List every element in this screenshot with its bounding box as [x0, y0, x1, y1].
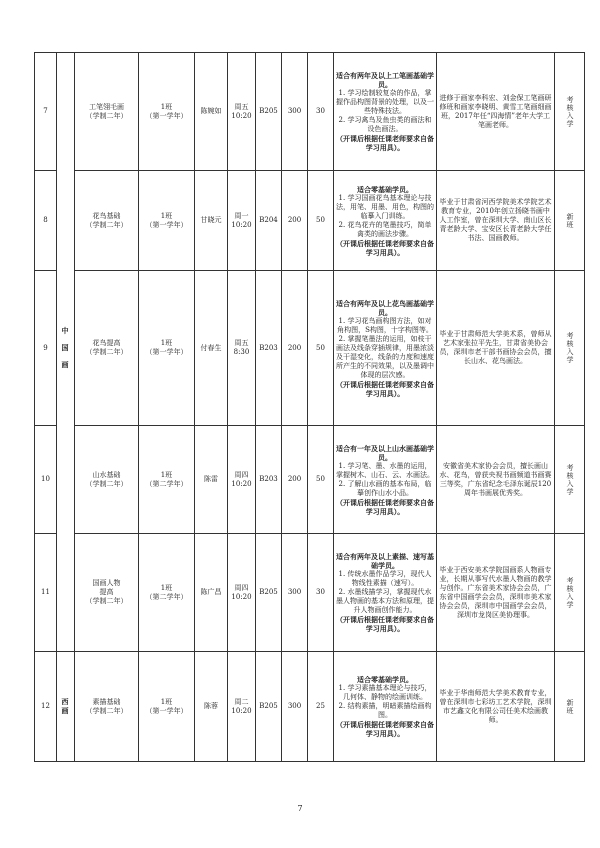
description-item: 2. 花鸟花卉的笔墨技巧，简单禽类的画法步骤。 [338, 220, 432, 238]
course-name [75, 426, 139, 534]
class-year: （第二学年） [145, 592, 188, 601]
course-table [34, 52, 585, 762]
table-row [35, 53, 585, 171]
class-clock: 10:20 [231, 479, 252, 488]
class-clock: 10:20 [231, 592, 252, 601]
supplies-note: （开课后根据任课老师要求自备学习用具）。 [336, 379, 434, 398]
tuition-fee: 300 [282, 652, 308, 762]
class-year: （第二学年） [145, 479, 188, 488]
course-description [334, 534, 437, 652]
requirement: 适合有两年及以上花鸟画基础学员。 [336, 298, 434, 317]
description-item: 2. 了解山水画的基本布局，临摹创作山水小品。 [338, 479, 432, 497]
supplies-note: （开课后根据任课老师要求自备学习用具）。 [336, 238, 434, 257]
enrollment-label: 考核入学 [566, 576, 574, 609]
class-name [139, 534, 195, 652]
course-description [334, 53, 437, 171]
description-item: 1. 学习素描基本理论与技巧，几何体、静物的绘画训练。 [338, 684, 432, 701]
class-clock: 10:20 [231, 706, 252, 715]
enrollment-type [555, 652, 585, 762]
teacher-name: 陈广昌 [195, 534, 228, 652]
tuition-fee: 300 [282, 534, 308, 652]
class-day: 周五 [234, 102, 249, 111]
class-day: 周四 [234, 583, 249, 592]
teacher-bio: 毕业于西安美术学院国画系人物画专业，长期从事写代水墨人物画的教学与创作。广东省美术家协会会员，广东省中国画学会会员，深圳市美术家协会会员，深圳市中国画学会会员，深圳市龙岗区美协理事。 [437, 534, 555, 652]
class-year: （第一学年） [145, 706, 188, 715]
course-title: 花鸟基础 [92, 211, 121, 220]
requirement: 适合有两年及以上素描、速写基础学员。 [336, 552, 434, 570]
class-label: 1班 [160, 339, 173, 347]
quota: 50 [308, 426, 334, 534]
table-row [35, 652, 585, 762]
tuition-fee: 200 [282, 426, 308, 534]
enrollment-type [555, 534, 585, 652]
quota: 50 [308, 171, 334, 271]
class-year: （第一学年） [145, 111, 188, 120]
class-day: 周二 [234, 697, 249, 706]
requirement: 适合零基础学员。 [357, 675, 413, 684]
supplies-note: （开课后根据任课老师要求自备学习用具）。 [336, 134, 434, 152]
class-time [228, 426, 256, 534]
class-label: 1班 [160, 102, 173, 111]
tuition-fee: 200 [282, 171, 308, 271]
enrollment-label: 考核入学 [566, 332, 574, 364]
tuition-fee: 300 [282, 53, 308, 171]
enrollment-label: 新班 [566, 212, 574, 229]
supplies-note: （开课后根据任课老师要求自备学习用具）。 [336, 615, 434, 633]
table-row [35, 171, 585, 271]
teacher-bio: 进修于画家李科宏、刘金保工笔画研修班和画家李晓明、黄雪工笔画细画班，2017年任“四海情”老年大学工笔画老师。 [437, 53, 555, 171]
teacher-name: 陈婉如 [195, 53, 228, 171]
class-name [139, 652, 195, 762]
course-title: 花鸟提高 [92, 339, 121, 347]
classroom: B203 [256, 271, 282, 426]
teacher-bio: 毕业于甘肃省河西学院美术学院艺术教育专业，2010年创立扬晓书画中人工作室，曾在深圳大学、南山区长青老龄大学、宝安区长青老龄大学任书法、国画教师。 [437, 171, 555, 271]
description-item: 1. 学习笔、墨、水墨的运用，掌握树木、山石、云、水画法。 [336, 461, 434, 479]
course-duration: （学制二年） [85, 706, 128, 715]
table-row [35, 534, 585, 652]
classroom: B205 [256, 53, 282, 171]
class-time [228, 652, 256, 762]
class-label: 1班 [160, 697, 173, 706]
table-row [35, 271, 585, 426]
category-western-painting [57, 652, 75, 762]
supplies-note: （开课后根据任课老师要求自备学习用具）。 [336, 497, 434, 516]
course-name [75, 534, 139, 652]
course-name [75, 53, 139, 171]
course-name [75, 171, 139, 271]
class-label: 1班 [160, 583, 173, 592]
class-time [228, 534, 256, 652]
class-day: 周五 [234, 339, 249, 347]
class-year: （第一学年） [145, 348, 188, 356]
enrollment-type [555, 426, 585, 534]
class-time [228, 171, 256, 271]
category-chinese-painting [57, 53, 75, 652]
teacher-name: 陈蓉 [195, 652, 228, 762]
supplies-note: （开课后根据任课老师要求自备学习用具）。 [336, 720, 434, 738]
course-title-line2: 提高 [99, 588, 114, 596]
class-day: 周一 [234, 211, 249, 220]
row-number: 11 [35, 534, 57, 652]
quota: 30 [308, 534, 334, 652]
class-label: 1班 [160, 470, 173, 479]
teacher-bio: 安徽省美术家协会会员，擅长画山水、花鸟，曾获央视书画频道书画赛三等奖，广东省纪念毛泽东诞辰120周年书画展优秀奖。 [437, 426, 555, 534]
class-name [139, 171, 195, 271]
tuition-fee: 200 [282, 271, 308, 426]
class-label: 1班 [160, 211, 173, 220]
category-label: 西画 [61, 697, 70, 716]
class-name [139, 271, 195, 426]
requirement: 适合零基础学员。 [357, 184, 413, 194]
classroom: B205 [256, 652, 282, 762]
description-item: 1. 学习花鸟画构图方法，如对角构图，S构图，十字构图等。 [337, 316, 433, 334]
quota: 50 [308, 271, 334, 426]
course-description [334, 271, 437, 426]
row-number: 10 [35, 426, 57, 534]
class-name [139, 53, 195, 171]
class-clock: 8:30 [233, 348, 250, 356]
quota: 30 [308, 53, 334, 171]
class-clock: 10:20 [231, 111, 252, 120]
table-row [35, 426, 585, 534]
class-clock: 10:20 [231, 220, 252, 229]
description-item: 1. 学习国画花鸟基本理论与技法，用笔、用墨、用色，构图的临摹入门训练。 [336, 193, 434, 220]
class-time [228, 53, 256, 171]
course-title: 国画人物 [92, 579, 121, 587]
teacher-bio: 毕业于华南师范大学美术教育专业，曾在深圳市七彩坊工艺术学院，深圳市艺鑫文化有限公司任美术绘画教师。 [437, 652, 555, 762]
enrollment-label: 考核入学 [566, 95, 574, 128]
course-title: 素描基础 [92, 697, 121, 706]
course-duration: （学制二年） [85, 479, 128, 488]
page-number: 7 [297, 804, 303, 813]
class-day: 周四 [234, 470, 249, 479]
row-number: 7 [35, 53, 57, 171]
classroom: B204 [256, 171, 282, 271]
description-item: 1. 传统水墨作品学习，现代人物线性素描（速写）。 [338, 570, 432, 587]
description-item: 2. 掌握笔墨法的运用，如枝干画法及线条穿插规律，用墨浓淡及干湿变化，线条的力度和速度所产生的不同效果，以及墨调中体现的层次感。 [336, 334, 434, 379]
enrollment-type [555, 271, 585, 426]
teacher-bio: 毕业于甘肃师范大学美术系，曾师从艺术家张拉平先生，甘肃省美协会员，深圳市老干部书画协会会员，擅长山水、花鸟画法。 [437, 271, 555, 426]
requirement: 适合有一年及以上山水画基础学员。 [336, 443, 434, 462]
description-item: 2. 水墨线描学习，掌握现代水墨人物画的基本方法和原理，提升人物画创作能力。 [336, 588, 434, 614]
quota: 25 [308, 652, 334, 762]
course-title: 山水基础 [92, 470, 121, 479]
course-duration: （学制二年） [85, 348, 128, 356]
course-duration: （学制二年） [85, 220, 128, 229]
enrollment-label: 考核入学 [566, 463, 574, 496]
course-description [334, 426, 437, 534]
course-duration: （学制二年） [85, 597, 128, 605]
description-item: 2. 结构素描，明暗素描绘画构图。 [338, 702, 432, 719]
teacher-name: 付春生 [195, 271, 228, 426]
course-description [334, 171, 437, 271]
row-number: 9 [35, 271, 57, 426]
course-name [75, 652, 139, 762]
teacher-name: 甘晓元 [195, 171, 228, 271]
enrollment-label: 新班 [566, 698, 574, 715]
enrollment-type [555, 171, 585, 271]
class-time [228, 271, 256, 426]
row-number: 12 [35, 652, 57, 762]
classroom: B203 [256, 426, 282, 534]
course-name [75, 271, 139, 426]
course-duration: （学制二年） [85, 111, 128, 120]
teacher-name: 陈雷 [195, 426, 228, 534]
enrollment-type [555, 53, 585, 171]
description-item: 1. 学习绘制较复杂的作品，掌握作品构图背景的处理，以及一些特殊技法。 [336, 89, 434, 115]
description-item: 2. 学习禽鸟及鱼虫类的画法和设色画法。 [338, 116, 432, 133]
row-number: 8 [35, 171, 57, 271]
class-year: （第一学年） [145, 220, 188, 229]
course-description [334, 652, 437, 762]
class-name [139, 426, 195, 534]
requirement: 适合有两年及以上工笔画基础学员。 [336, 71, 434, 89]
classroom: B205 [256, 534, 282, 652]
course-title: 工笔翎毛画 [89, 102, 124, 111]
category-label: 中国画 [61, 326, 70, 378]
